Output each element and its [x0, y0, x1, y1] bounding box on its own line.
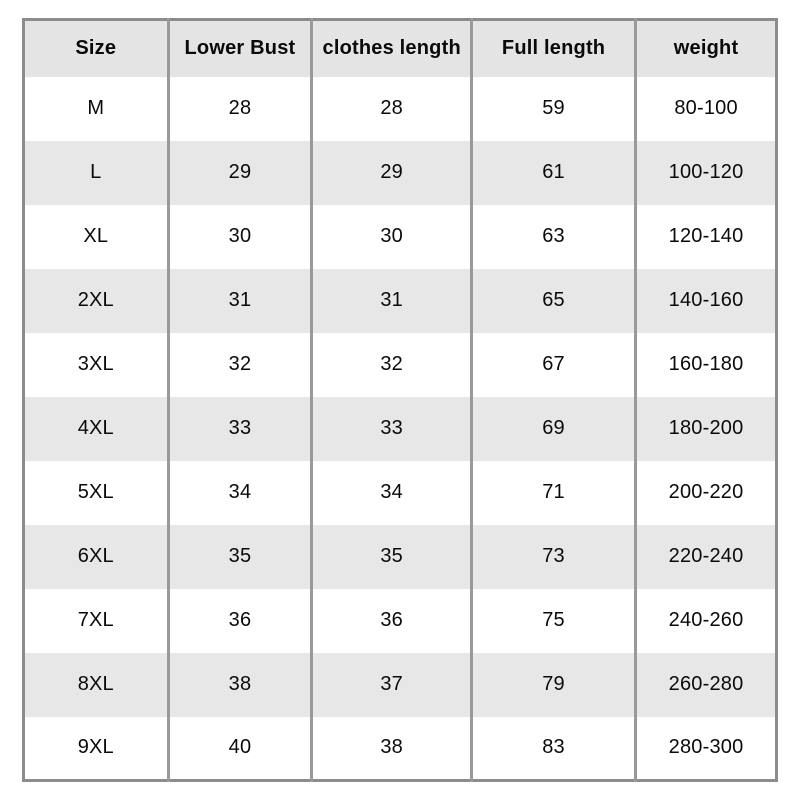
- value-cell: 120-140: [636, 205, 777, 269]
- size-cell: 6XL: [77, 545, 114, 567]
- value-cell: 73: [472, 525, 636, 589]
- value-cell: 75: [472, 589, 636, 653]
- value-cell: 100-120: [636, 141, 777, 205]
- value-cell: 67: [472, 333, 636, 397]
- value-cell: 28: [312, 77, 472, 141]
- value-cell: 69: [472, 397, 636, 461]
- value-cell: 65: [472, 269, 636, 333]
- value-cell: 32: [312, 333, 472, 397]
- size-cell: 5XL: [77, 481, 114, 503]
- value-cell: 33: [168, 397, 312, 461]
- table-row: [24, 461, 777, 525]
- value-cell: 33: [312, 397, 472, 461]
- table-header: [24, 20, 777, 77]
- table-row: [24, 717, 777, 781]
- value-cell: 34: [168, 461, 312, 525]
- header-cell-0: Size: [75, 37, 117, 60]
- size-cell: 4XL: [77, 417, 114, 439]
- value-cell: 36: [312, 589, 472, 653]
- value-cell: 71: [472, 461, 636, 525]
- value-cell: 140-160: [636, 269, 777, 333]
- table-row: [24, 397, 777, 461]
- table-row: [24, 653, 777, 717]
- value-cell: 61: [472, 141, 636, 205]
- value-cell: 260-280: [636, 653, 777, 717]
- size-cell: 3XL: [77, 353, 114, 375]
- value-cell: 35: [168, 525, 312, 589]
- size-cell: 2XL: [77, 289, 114, 311]
- value-cell: 34: [312, 461, 472, 525]
- table-row: [24, 589, 777, 653]
- value-cell: 79: [472, 653, 636, 717]
- value-cell: 180-200: [636, 397, 777, 461]
- size-cell: M: [87, 97, 105, 119]
- size-chart-table: [22, 18, 778, 782]
- value-cell: 280-300: [636, 717, 777, 781]
- value-cell: 160-180: [636, 333, 777, 397]
- table-row: [24, 333, 777, 397]
- value-cell: 59: [472, 77, 636, 141]
- value-cell: 240-260: [636, 589, 777, 653]
- size-cell: 8XL: [77, 673, 114, 695]
- table-row: [24, 141, 777, 205]
- size-cell: 7XL: [77, 609, 114, 631]
- value-cell: 35: [312, 525, 472, 589]
- value-cell: 30: [312, 205, 472, 269]
- value-cell: 32: [168, 333, 312, 397]
- value-cell: 37: [312, 653, 472, 717]
- value-cell: 80-100: [636, 77, 777, 141]
- table-body: [24, 77, 777, 781]
- value-cell: 200-220: [636, 461, 777, 525]
- value-cell: 63: [472, 205, 636, 269]
- value-cell: 31: [312, 269, 472, 333]
- table-row: [24, 525, 777, 589]
- value-cell: 28: [168, 77, 312, 141]
- size-cell: XL: [83, 225, 109, 247]
- value-cell: 29: [312, 141, 472, 205]
- table-row: [24, 269, 777, 333]
- value-cell: 29: [168, 141, 312, 205]
- value-cell: 83: [472, 717, 636, 781]
- header-cell-1: Lower Bust: [168, 20, 312, 77]
- table-row: [24, 77, 777, 141]
- table-row: [24, 205, 777, 269]
- value-cell: 40: [168, 717, 312, 781]
- value-cell: 38: [168, 653, 312, 717]
- size-cell: 9XL: [77, 736, 114, 759]
- value-cell: 36: [168, 589, 312, 653]
- size-cell: L: [90, 161, 102, 183]
- value-cell: 31: [168, 269, 312, 333]
- header-cell-2: clothes length: [312, 20, 472, 77]
- value-cell: 30: [168, 205, 312, 269]
- value-cell: 38: [312, 717, 472, 781]
- value-cell: 220-240: [636, 525, 777, 589]
- header-cell-3: Full length: [472, 20, 636, 77]
- header-cell-4: weight: [636, 20, 777, 77]
- header-row: [24, 20, 777, 77]
